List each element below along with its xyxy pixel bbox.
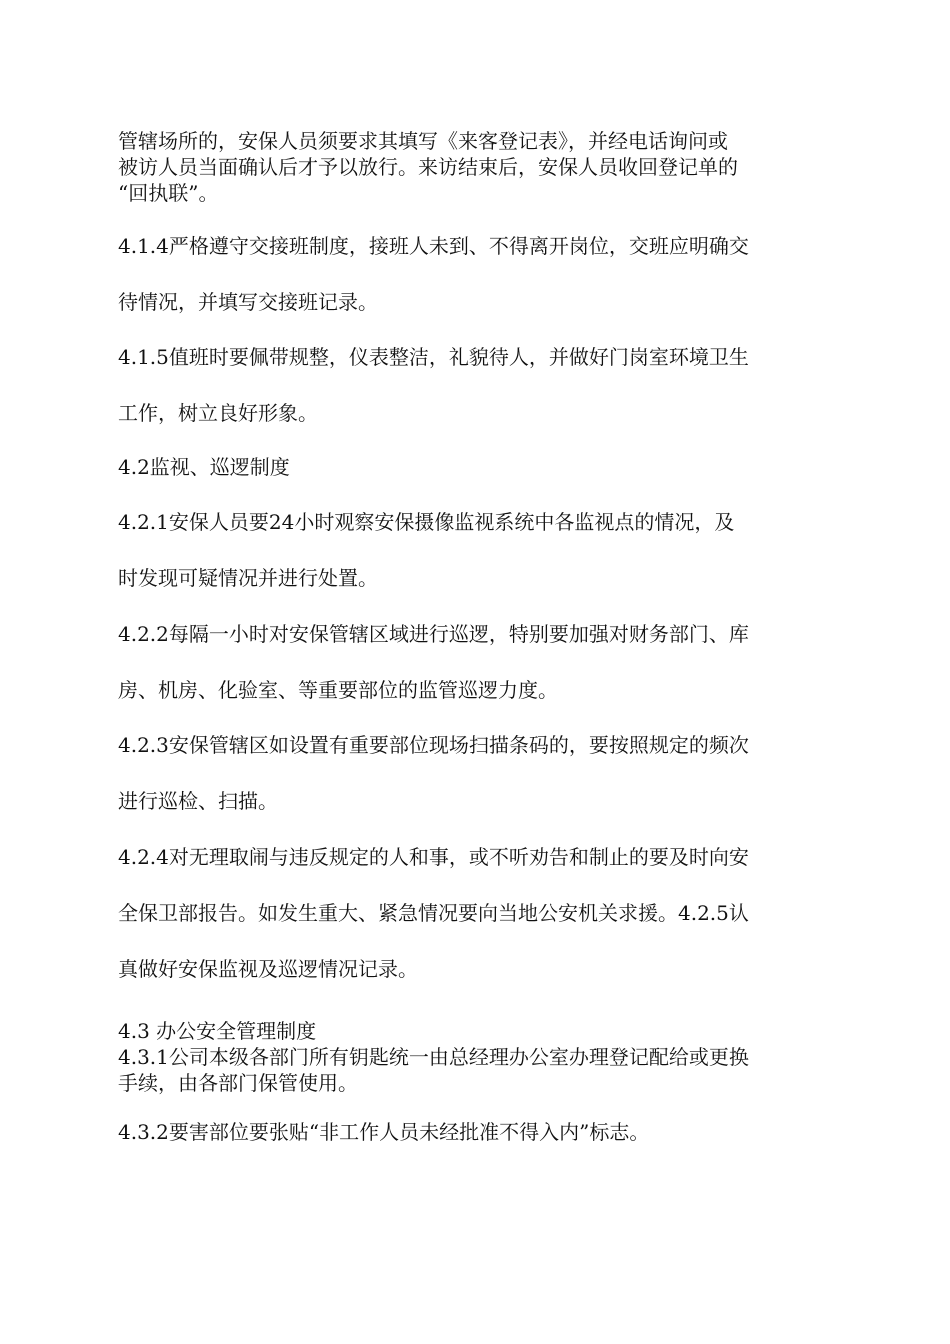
text-line: 4.3 办公安全管理制度 xyxy=(118,1019,317,1043)
text-line: 房、机房、化验室、等重要部位的监管巡逻力度。 xyxy=(118,678,558,702)
text-line: 4.2.1安保人员要24小时观察安保摄像监视系统中各监视点的情况，及 xyxy=(118,510,735,534)
paragraph-4-2-2 xyxy=(118,606,833,718)
paragraph-4-3 xyxy=(118,1018,833,1096)
text-line: 手续，由各部门保管使用。 xyxy=(118,1071,358,1095)
paragraph-visitor-registration xyxy=(118,128,833,206)
text-line: 进行巡检、扫描。 xyxy=(118,789,278,813)
text-line: 4.2.2每隔一小时对安保管辖区域进行巡逻，特别要加强对财务部门、库 xyxy=(118,622,749,646)
heading-4-2 xyxy=(118,439,833,495)
text-line: 4.3.2要害部位要张贴“非工作人员未经批准不得入内”标志。 xyxy=(118,1120,650,1144)
text-line: 4.1.4严格遵守交接班制度，接班人未到、不得离开岗位，交班应明确交 xyxy=(118,234,749,258)
text-line: 被访人员当面确认后才予以放行。来访结束后，安保人员收回登记单的 xyxy=(118,155,738,179)
text-line: 4.2.3安保管辖区如设置有重要部位现场扫描条码的，要按照规定的频次 xyxy=(118,733,749,757)
text-line: 管辖场所的，安保人员须要求其填写《来客登记表》，并经电话询问或 xyxy=(118,129,728,153)
paragraph-4-2-1 xyxy=(118,494,833,606)
paragraph-4-2-4 xyxy=(118,829,833,997)
text-line: “回执联”。 xyxy=(118,181,219,205)
text-line: 4.2.4对无理取闹与违反规定的人和事，或不听劝告和制止的要及时向安 xyxy=(118,845,749,869)
text-line: 待情况，并填写交接班记录。 xyxy=(118,290,378,314)
paragraph-4-3-2 xyxy=(118,1119,833,1145)
text-line: 4.2监视、巡逻制度 xyxy=(118,455,290,479)
text-line: 时发现可疑情况并进行处置。 xyxy=(118,566,378,590)
paragraph-4-1-5 xyxy=(118,329,833,441)
text-line: 4.3.1公司本级各部门所有钥匙统一由总经理办公室办理登记配给或更换 xyxy=(118,1045,749,1069)
paragraph-4-2-3 xyxy=(118,717,833,829)
text-line: 4.1.5值班时要佩带规整，仪表整洁，礼貌待人，并做好门岗室环境卫生 xyxy=(118,345,749,369)
text-line: 真做好安保监视及巡逻情况记录。 xyxy=(118,957,418,981)
paragraph-4-1-4 xyxy=(118,218,833,330)
text-line: 全保卫部报告。如发生重大、紧急情况要向当地公安机关求援。4.2.5认 xyxy=(118,901,749,925)
text-line: 工作，树立良好形象。 xyxy=(118,401,318,425)
